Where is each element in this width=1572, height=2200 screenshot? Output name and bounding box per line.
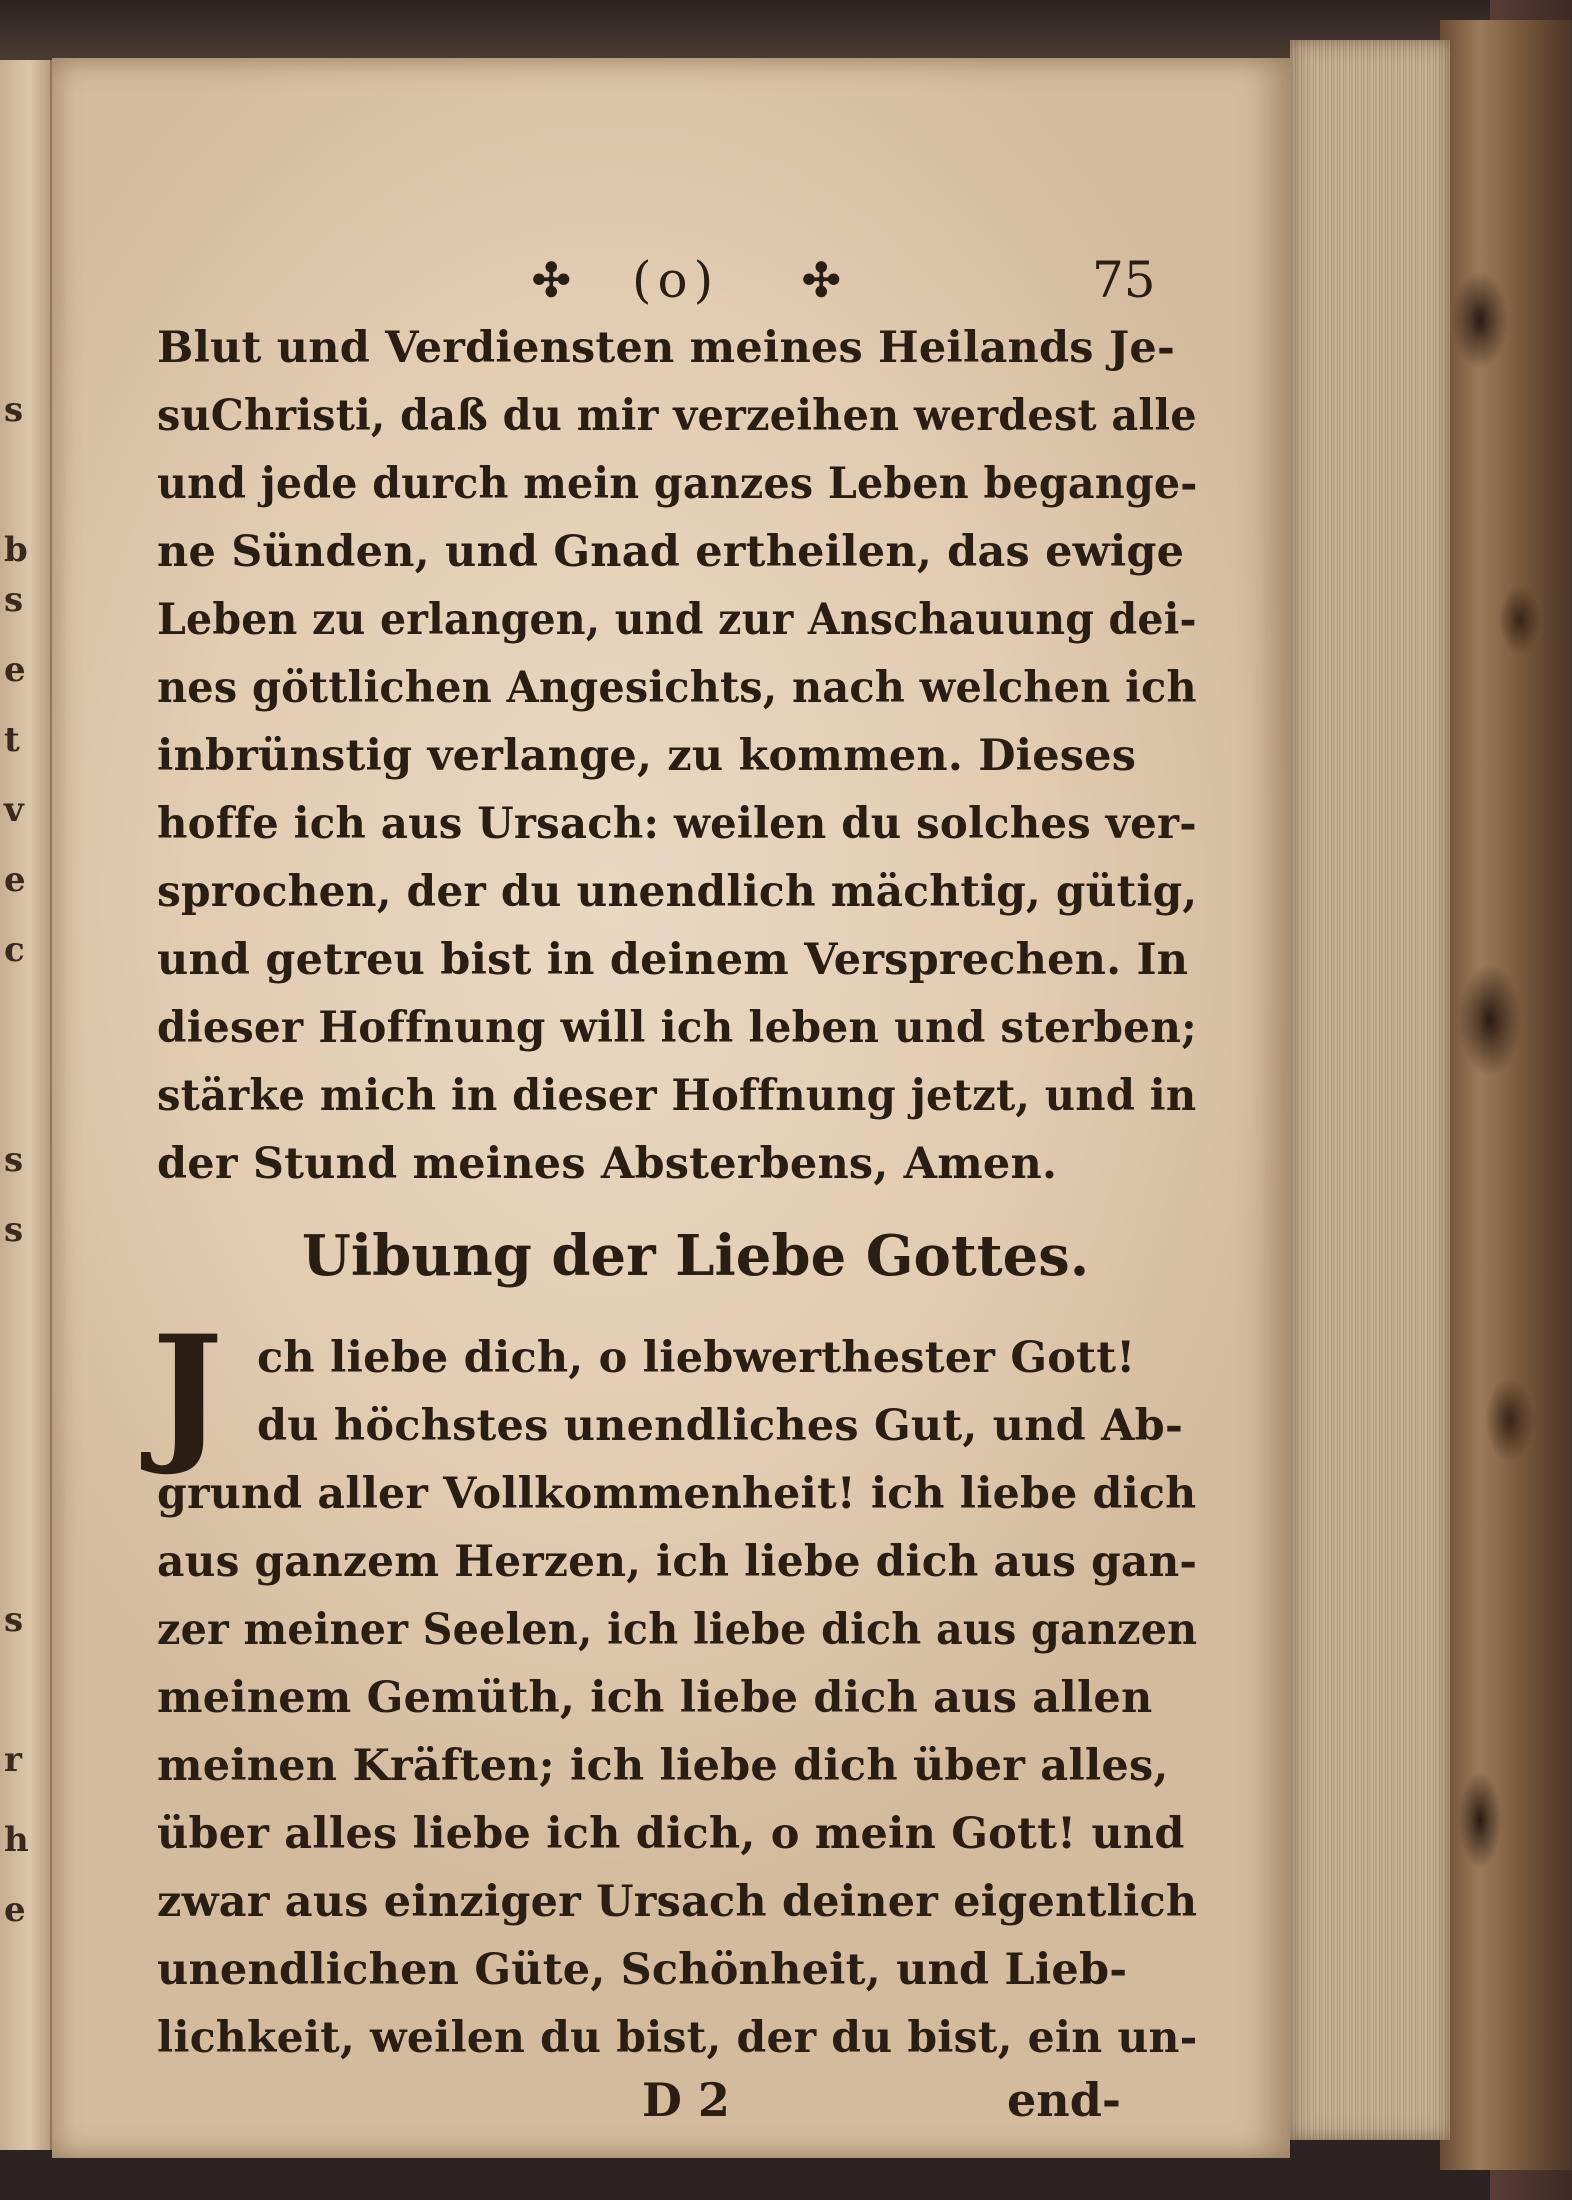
drop-cap: J — [152, 1303, 223, 1479]
left-page-letter: t — [4, 720, 20, 760]
catchword: end- — [1007, 2073, 1121, 2127]
text-line: suChristi, daß du mir verzeihen werdest alle — [157, 391, 1197, 441]
text-line: du höchstes unendliches Gut, und Ab- — [257, 1401, 1183, 1451]
text-line: ne Sünden, und Gnad ertheilen, das ewige — [157, 527, 1185, 577]
left-page-letter: e — [4, 1890, 26, 1930]
text-line: ch liebe dich, o liebwerthester Gott! — [257, 1333, 1136, 1383]
left-page-letter: e — [4, 650, 26, 690]
text-line: dieser Hoffnung will ich leben und sterben; — [157, 1003, 1197, 1053]
left-page-edge — [0, 60, 52, 2150]
text-line: zer meiner Seelen, ich liebe dich aus ganzen — [157, 1605, 1198, 1655]
text-line: grund aller Vollkommenheit! ich liebe dich — [157, 1469, 1197, 1519]
page-footer — [642, 2073, 1142, 2133]
left-page-letter: s — [4, 1140, 24, 1180]
text-line: lichkeit, weilen du bist, der du bist, ein un- — [157, 2013, 1198, 2063]
left-page-letter: s — [4, 1210, 24, 1250]
text-line: hoffe ich aus Ursach: weilen du solches ver- — [157, 799, 1197, 849]
section-heading: Uibung der Liebe Gottes. — [302, 1223, 1090, 1289]
text-line: aus ganzem Herzen, ich liebe dich aus gan- — [157, 1537, 1198, 1587]
text-line: über alles liebe ich dich, o mein Gott! und — [157, 1809, 1185, 1859]
text-line: inbrünstig verlange, zu kommen. Dieses — [157, 731, 1137, 781]
left-page-letter: c — [4, 930, 25, 970]
text-line: und jede durch mein ganzes Leben begange- — [157, 459, 1198, 509]
left-page-letter: h — [4, 1820, 29, 1860]
signature-mark: D 2 — [642, 2073, 730, 2127]
text-line: der Stund meines Absterbens, Amen. — [157, 1139, 1058, 1189]
left-page-letter: s — [4, 580, 24, 620]
book-page — [52, 58, 1290, 2158]
left-page-letter: s — [4, 390, 24, 430]
text-line: Leben zu erlangen, und zur Anschauung dei- — [157, 595, 1197, 645]
ornament-icon: ✣ — [802, 253, 841, 307]
left-page-letter: e — [4, 860, 26, 900]
ornament-icon: ✣ — [532, 253, 571, 307]
text-line: und getreu bist in deinem Versprechen. In — [157, 935, 1189, 985]
left-page-letter: v — [4, 790, 24, 830]
header-marker: (o) — [632, 251, 720, 309]
text-line: sprochen, der du unendlich mächtig, gütig, — [157, 867, 1198, 917]
text-line: nes göttlichen Angesichts, nach welchen ich — [157, 663, 1197, 713]
text-line: unendlichen Güte, Schönheit, und Lieb- — [157, 1945, 1128, 1995]
left-page-letter: b — [4, 530, 28, 570]
text-line: meinem Gemüth, ich liebe dich aus allen — [157, 1673, 1153, 1723]
left-page-letter: s — [4, 1600, 24, 1640]
page-number: 75 — [1092, 251, 1156, 309]
left-page-letter: r — [4, 1740, 22, 1780]
text-line: Blut und Verdiensten meines Heilands Je- — [157, 323, 1176, 373]
text-line: stärke mich in dieser Hoffnung jetzt, und in — [157, 1071, 1197, 1121]
running-header — [522, 243, 1182, 323]
text-line: meinen Kräften; ich liebe dich über alles, — [157, 1741, 1169, 1791]
text-line: zwar aus einziger Ursach deiner eigentlich — [157, 1877, 1198, 1927]
page-stack-edge — [1290, 40, 1450, 2140]
marbled-cover — [1440, 20, 1572, 2170]
